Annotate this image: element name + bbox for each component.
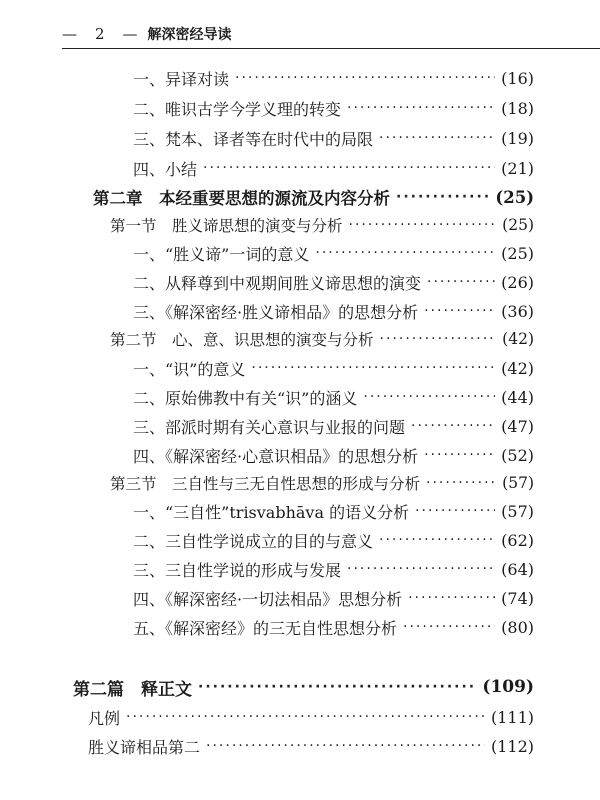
toc-entry-label: 二、唯识古学今学义理的转变 [133, 99, 342, 119]
toc-entry [133, 356, 534, 380]
toc-entry-page: (47) [501, 416, 534, 436]
toc-dot-leader [426, 475, 496, 491]
toc-dot-leader [424, 303, 495, 319]
toc-entry-label: 一、“识”的意义 [133, 359, 246, 379]
toc-entry [133, 96, 534, 120]
toc-entry-label: 第二篇 释正文 [73, 679, 192, 700]
toc-entry-label: 三、《解深密经·胜义谛相品》的思想分析 [133, 302, 419, 322]
toc-entry [88, 734, 534, 758]
toc-entry-page: (26) [501, 272, 534, 292]
toc-entry-label: 四、小结 [133, 159, 198, 179]
header-dash-left: — [62, 25, 77, 43]
toc-entry [133, 557, 534, 581]
toc-dot-leader [379, 532, 495, 548]
toc-entry-label: 第二节 心、意、识思想的演变与分析 [110, 331, 374, 349]
toc-dot-leader [206, 738, 485, 754]
toc-dot-leader [411, 418, 495, 434]
toc-entry-label: 五、《解深密经》的三无自性思想分析 [133, 618, 398, 638]
toc-entry [133, 156, 534, 180]
toc-entry-label: 三、梵本、译者等在时代中的局限 [133, 129, 374, 149]
toc-entry-page: (25) [502, 216, 534, 234]
toc-entry-page: (16) [501, 68, 534, 88]
toc-dot-leader [198, 679, 476, 695]
toc-entry [133, 586, 534, 610]
header-book-title: 解深密经导读 [147, 27, 232, 43]
toc-section-entry [110, 327, 534, 351]
toc-entry-page: (42) [501, 358, 534, 378]
toc-entry-page: (36) [501, 301, 534, 321]
toc-entry [88, 705, 534, 729]
toc-dot-leader [347, 100, 495, 116]
toc-entry [133, 443, 534, 467]
toc-dot-leader [126, 709, 485, 725]
toc-entry-page: (21) [501, 158, 534, 178]
toc-entry-page: (80) [501, 617, 534, 637]
toc-dot-leader [380, 331, 497, 347]
toc-dot-leader [349, 217, 497, 233]
toc-dot-leader [347, 561, 495, 577]
toc-dot-leader [403, 619, 495, 635]
toc-entry-label: 第三节 三自性与三无自性思想的形成与分析 [110, 475, 421, 493]
toc-dot-leader [379, 130, 495, 146]
header-page-number: 2 [95, 25, 105, 43]
toc-entry-page: (57) [502, 474, 534, 492]
toc-entry-page: (57) [501, 501, 534, 521]
toc-dot-leader [415, 503, 495, 519]
toc-entry-page: (111) [490, 707, 534, 727]
toc-entry [133, 499, 534, 523]
toc-entry [133, 414, 534, 438]
toc-dot-leader [203, 160, 495, 176]
toc-entry [133, 299, 534, 323]
toc-entry-label: 一、“胜义谛”一词的意义 [133, 244, 310, 264]
toc-entry-page: (74) [501, 588, 534, 608]
toc-entry-label: 四、《解深密经·一切法相品》思想分析 [133, 589, 403, 609]
toc-entry [133, 615, 534, 639]
toc-dot-leader [427, 274, 495, 290]
toc-entry-label: 三、三自性学说的形成与发展 [133, 560, 342, 580]
toc-dot-leader [251, 360, 495, 376]
toc-entry-page: (44) [501, 387, 534, 407]
toc-entry [133, 241, 534, 265]
toc-entry-label: 凡例 [88, 708, 121, 728]
toc-dot-leader [363, 389, 495, 405]
toc-entry-page: (19) [501, 128, 534, 148]
toc-entry-label: 一、异译对读 [133, 69, 230, 89]
toc-chapter-entry [93, 185, 534, 209]
toc-entry [133, 126, 534, 150]
toc-entry [133, 528, 534, 552]
toc-entry-label: 胜义谛相品第二 [88, 737, 201, 757]
toc-entry-label: 二、三自性学说成立的目的与意义 [133, 531, 374, 551]
toc-entry-page: (109) [482, 677, 534, 697]
toc-dot-leader [315, 245, 495, 261]
toc-section-entry [110, 471, 534, 495]
toc-entry-page: (112) [490, 736, 534, 756]
toc-entry [133, 385, 534, 409]
toc-dot-leader [408, 590, 495, 606]
toc-entry-label: 二、从释尊到中观期间胜义谛思想的演变 [133, 273, 422, 293]
toc-dot-leader [424, 447, 495, 463]
toc-entry-page: (52) [501, 445, 534, 465]
toc-entry-page: (42) [502, 330, 534, 348]
toc-dot-leader [235, 70, 495, 86]
toc-entry-page: (64) [501, 559, 534, 579]
toc-entry-label: 二、原始佛教中有关“识”的涵义 [133, 388, 358, 408]
toc-entry-label: 三、部派时期有关心意识与业报的问题 [133, 417, 406, 437]
toc-part-entry [73, 675, 534, 699]
toc-entry-page: (25) [495, 187, 534, 207]
toc-entry-page: (25) [501, 243, 534, 263]
toc-entry-label: 第一节 胜义谛思想的演变与分析 [110, 217, 343, 235]
toc-entry-label: 第二章 本经重要思想的源流及内容分析 [93, 189, 390, 208]
toc-dot-leader [396, 189, 489, 205]
toc-entry-page: (62) [501, 530, 534, 550]
header-dash-right: — [122, 25, 138, 43]
toc-entry-label: 四、《解深密经·心意识相品》的思想分析 [133, 446, 419, 466]
toc-entry-label: 一、“三自性”trisvabhāva 的语义分析 [133, 502, 410, 522]
toc-entry-page: (18) [501, 98, 534, 118]
toc-section-entry [110, 213, 534, 237]
toc-entry [133, 66, 534, 90]
toc-entry [133, 270, 534, 294]
